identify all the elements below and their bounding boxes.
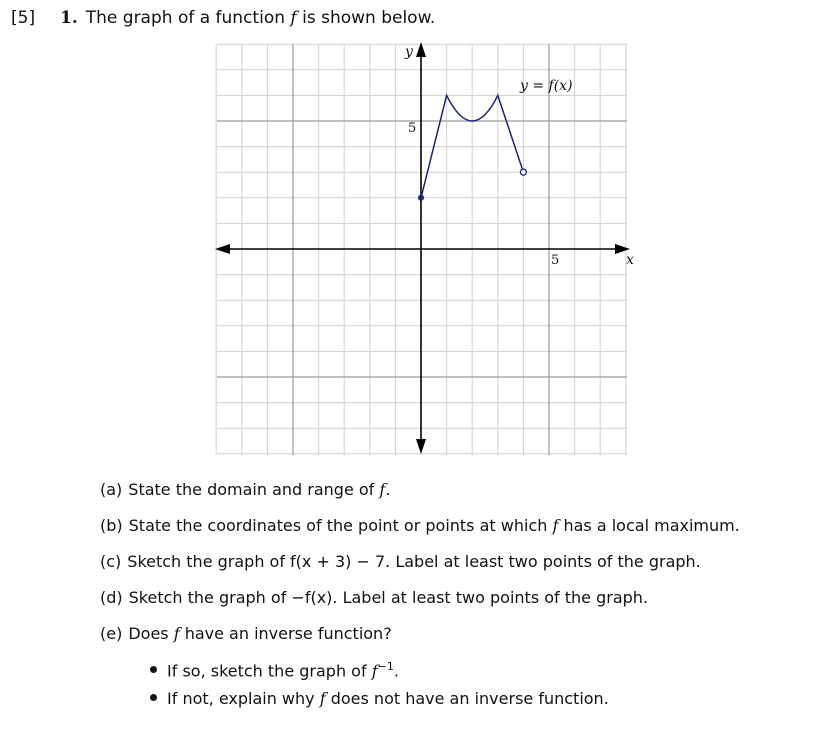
part-d xyxy=(100,588,648,607)
curve-label: y = f(x) xyxy=(520,78,573,94)
question-intro-after: is shown below. xyxy=(296,8,436,28)
bullet-1-text-after: . xyxy=(393,661,399,681)
y-axis-label: y xyxy=(405,44,413,60)
part-d-text-after: . Label at least two points of the graph. xyxy=(332,588,649,607)
part-c-text-after: . Label at least two points of the graph. xyxy=(385,552,701,571)
part-b-var: f xyxy=(552,516,559,535)
bullet-2-text-before: If not, explain why xyxy=(167,689,320,708)
y-tick-label: 5 xyxy=(408,121,417,136)
bullet-2-var: f xyxy=(319,689,326,708)
part-e xyxy=(100,624,392,643)
part-e-label: (e) xyxy=(100,624,123,643)
part-a-text-before: State the domain and range of xyxy=(128,480,380,499)
part-c xyxy=(100,552,701,571)
open-endpoint xyxy=(520,169,526,175)
x-axis-label: x xyxy=(626,252,634,268)
y-axis xyxy=(416,42,426,454)
part-c-text-before: Sketch the graph of xyxy=(127,552,291,571)
x-axis-left-arrow xyxy=(215,244,230,254)
part-e-text-before: Does xyxy=(128,624,174,643)
part-b-label: (b) xyxy=(100,516,123,535)
part-b-text-after: has a local maximum. xyxy=(558,516,740,535)
points-value: [5] xyxy=(11,8,36,28)
bullet-1-var: f xyxy=(371,661,378,681)
question-intro-before: The graph of a function xyxy=(85,8,291,28)
bullet-if-not xyxy=(150,689,609,708)
part-b-text-before: State the coordinates of the point or points at which xyxy=(128,516,553,535)
part-a-text-after: . xyxy=(385,480,391,499)
part-a-label: (a) xyxy=(100,480,123,499)
part-b xyxy=(100,516,740,535)
y-axis-down-arrow xyxy=(416,439,426,454)
x-tick-label: 5 xyxy=(551,253,560,268)
bullet-2-text-after: does not have an inverse function. xyxy=(325,689,609,708)
bullet-1-text-before: If so, sketch the graph of xyxy=(167,661,372,681)
part-a xyxy=(100,480,390,499)
bullet-dot-icon xyxy=(150,694,157,701)
bullet-if-so xyxy=(150,660,399,680)
part-e-var: f xyxy=(173,624,180,643)
part-c-label: (c) xyxy=(100,552,122,571)
part-d-label: (d) xyxy=(100,588,123,607)
part-a-var: f xyxy=(379,480,386,499)
bullet-dot-icon xyxy=(150,666,157,673)
bullet-1-sup: −1 xyxy=(377,660,394,673)
x-axis xyxy=(215,244,630,254)
part-e-text-after: have an inverse function? xyxy=(179,624,392,643)
part-c-expr: f(x + 3) − 7 xyxy=(290,552,386,571)
question-number: 1. xyxy=(60,8,78,28)
closed-endpoint xyxy=(418,195,424,201)
question-intro-var: f xyxy=(290,8,297,28)
part-d-expr: −f(x) xyxy=(291,588,333,607)
part-d-text-before: Sketch the graph of xyxy=(128,588,292,607)
